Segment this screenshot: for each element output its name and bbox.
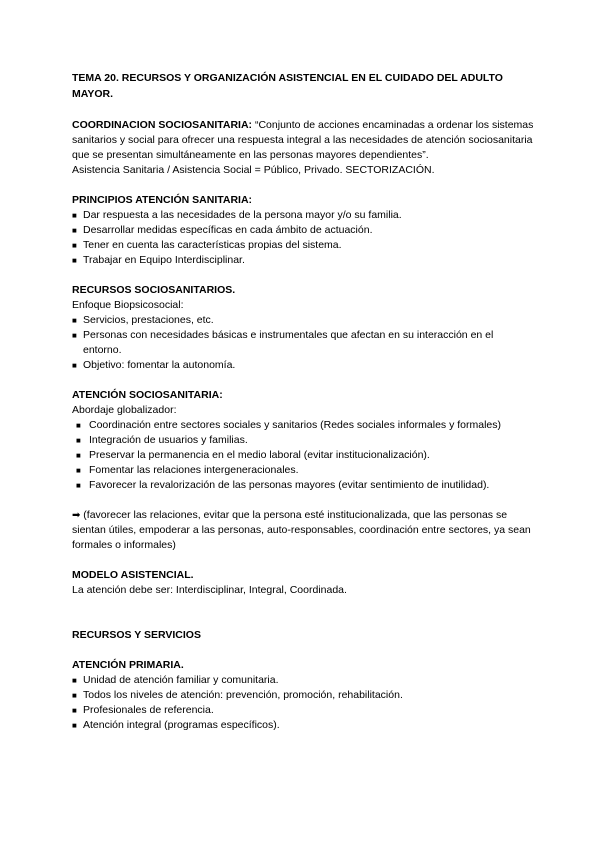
primaria-heading: ATENCIÓN PRIMARIA.: [72, 659, 184, 671]
atencion-heading: ATENCIÓN SOCIOSANITARIA:: [72, 389, 223, 401]
atencion-intro: Abordaje globalizador:: [72, 404, 177, 416]
bullet-icon: ■: [76, 466, 81, 475]
bullet-icon: ■: [72, 226, 77, 235]
bullet-icon: ■: [72, 691, 77, 700]
list-item: ■ Atención integral (programas específicos).: [72, 719, 280, 731]
recursos-heading: RECURSOS SOCIOSANITARIOS.: [72, 284, 236, 296]
bullet-icon: ■: [72, 331, 77, 340]
modelo-heading: MODELO ASISTENCIAL.: [72, 569, 194, 581]
list-item: ■ Servicios, prestaciones, etc.: [72, 314, 214, 326]
coordinacion-paragraph: [72, 118, 534, 163]
note-paragraph: [72, 508, 534, 553]
list-item: ■ Favorecer la revalorización de las personas mayores (evitar sentimiento de inutilidad).: [76, 479, 490, 491]
list-item: ■ Unidad de atención familiar y comunitaria.: [72, 674, 279, 686]
list-item: ■ Profesionales de referencia.: [72, 704, 214, 716]
coordinacion-definition: “Conjunto de acciones encaminadas a ordenar los sistemas sanitarios y social para ofrecer una respuesta integral a las necesidades de atención sociosanitaria que se presentan simultáneamente en las personas mayores dependientes”.: [72, 119, 534, 161]
atencion-list: [72, 418, 534, 493]
bullet-icon: ■: [72, 241, 77, 250]
bullet-icon: ■: [72, 676, 77, 685]
servicios-heading: RECURSOS Y SERVICIOS: [72, 629, 201, 641]
bullet-icon: ■: [72, 316, 77, 325]
bullet-icon: ■: [76, 481, 81, 490]
arrow-right-icon: ➡: [72, 510, 81, 521]
list-item: ■ Tener en cuenta las características propias del sistema.: [72, 239, 342, 251]
bullet-icon: ■: [72, 361, 77, 370]
bullet-icon: ■: [72, 211, 77, 220]
coordinacion-line2: Asistencia Sanitaria / Asistencia Social = Público, Privado. SECTORIZACIÓN.: [72, 164, 435, 176]
list-item: ■ Trabajar en Equipo Interdisciplinar.: [72, 254, 245, 266]
bullet-icon: ■: [76, 436, 81, 445]
coordinacion-heading: COORDINACION SOCIOSANITARIA:: [72, 119, 253, 131]
list-item: ■ Personas con necesidades básicas e instrumentales que afectan en su interacción en el entorno.: [72, 329, 494, 356]
list-item: ■ Fomentar las relaciones intergeneracionales.: [76, 464, 299, 476]
modelo-text: La atención debe ser: Interdisciplinar, Integral, Coordinada.: [72, 584, 347, 596]
bullet-icon: ■: [72, 256, 77, 265]
recursos-list: [72, 313, 534, 373]
document-title: TEMA 20. RECURSOS Y ORGANIZACIÓN ASISTENCIAL EN EL CUIDADO DEL ADULTO MAYOR.: [72, 72, 503, 100]
list-item: ■ Integración de usuarios y familias.: [76, 434, 248, 446]
primaria-list: [72, 673, 534, 733]
list-item: ■ Preservar la permanencia en el medio laboral (evitar institucionalización).: [76, 449, 430, 461]
note-text: (favorecer las relaciones, evitar que la persona esté institucionalizada, que las personas se sientan útiles, empoderar a las personas, auto-responsables, coordinación entre sectores, ya sean formales o informales): [72, 509, 531, 551]
list-item: ■ Desarrollar medidas específicas en cada ámbito de actuación.: [72, 224, 373, 236]
bullet-icon: ■: [76, 451, 81, 460]
list-item: ■ Dar respuesta a las necesidades de la persona mayor y/o su familia.: [72, 209, 402, 221]
bullet-icon: ■: [72, 706, 77, 715]
recursos-intro: Enfoque Biopsicosocial:: [72, 299, 184, 311]
bullet-icon: ■: [72, 721, 77, 730]
list-item: ■ Todos los niveles de atención: prevención, promoción, rehabilitación.: [72, 689, 403, 701]
list-item: ■ Objetivo: fomentar la autonomía.: [72, 359, 236, 371]
principios-heading: PRINCIPIOS ATENCIÓN SANITARIA:: [72, 194, 253, 206]
list-item: ■ Coordinación entre sectores sociales y sanitarios (Redes sociales informales y formales): [76, 419, 502, 431]
bullet-icon: ■: [76, 421, 81, 430]
principios-list: [72, 208, 534, 268]
